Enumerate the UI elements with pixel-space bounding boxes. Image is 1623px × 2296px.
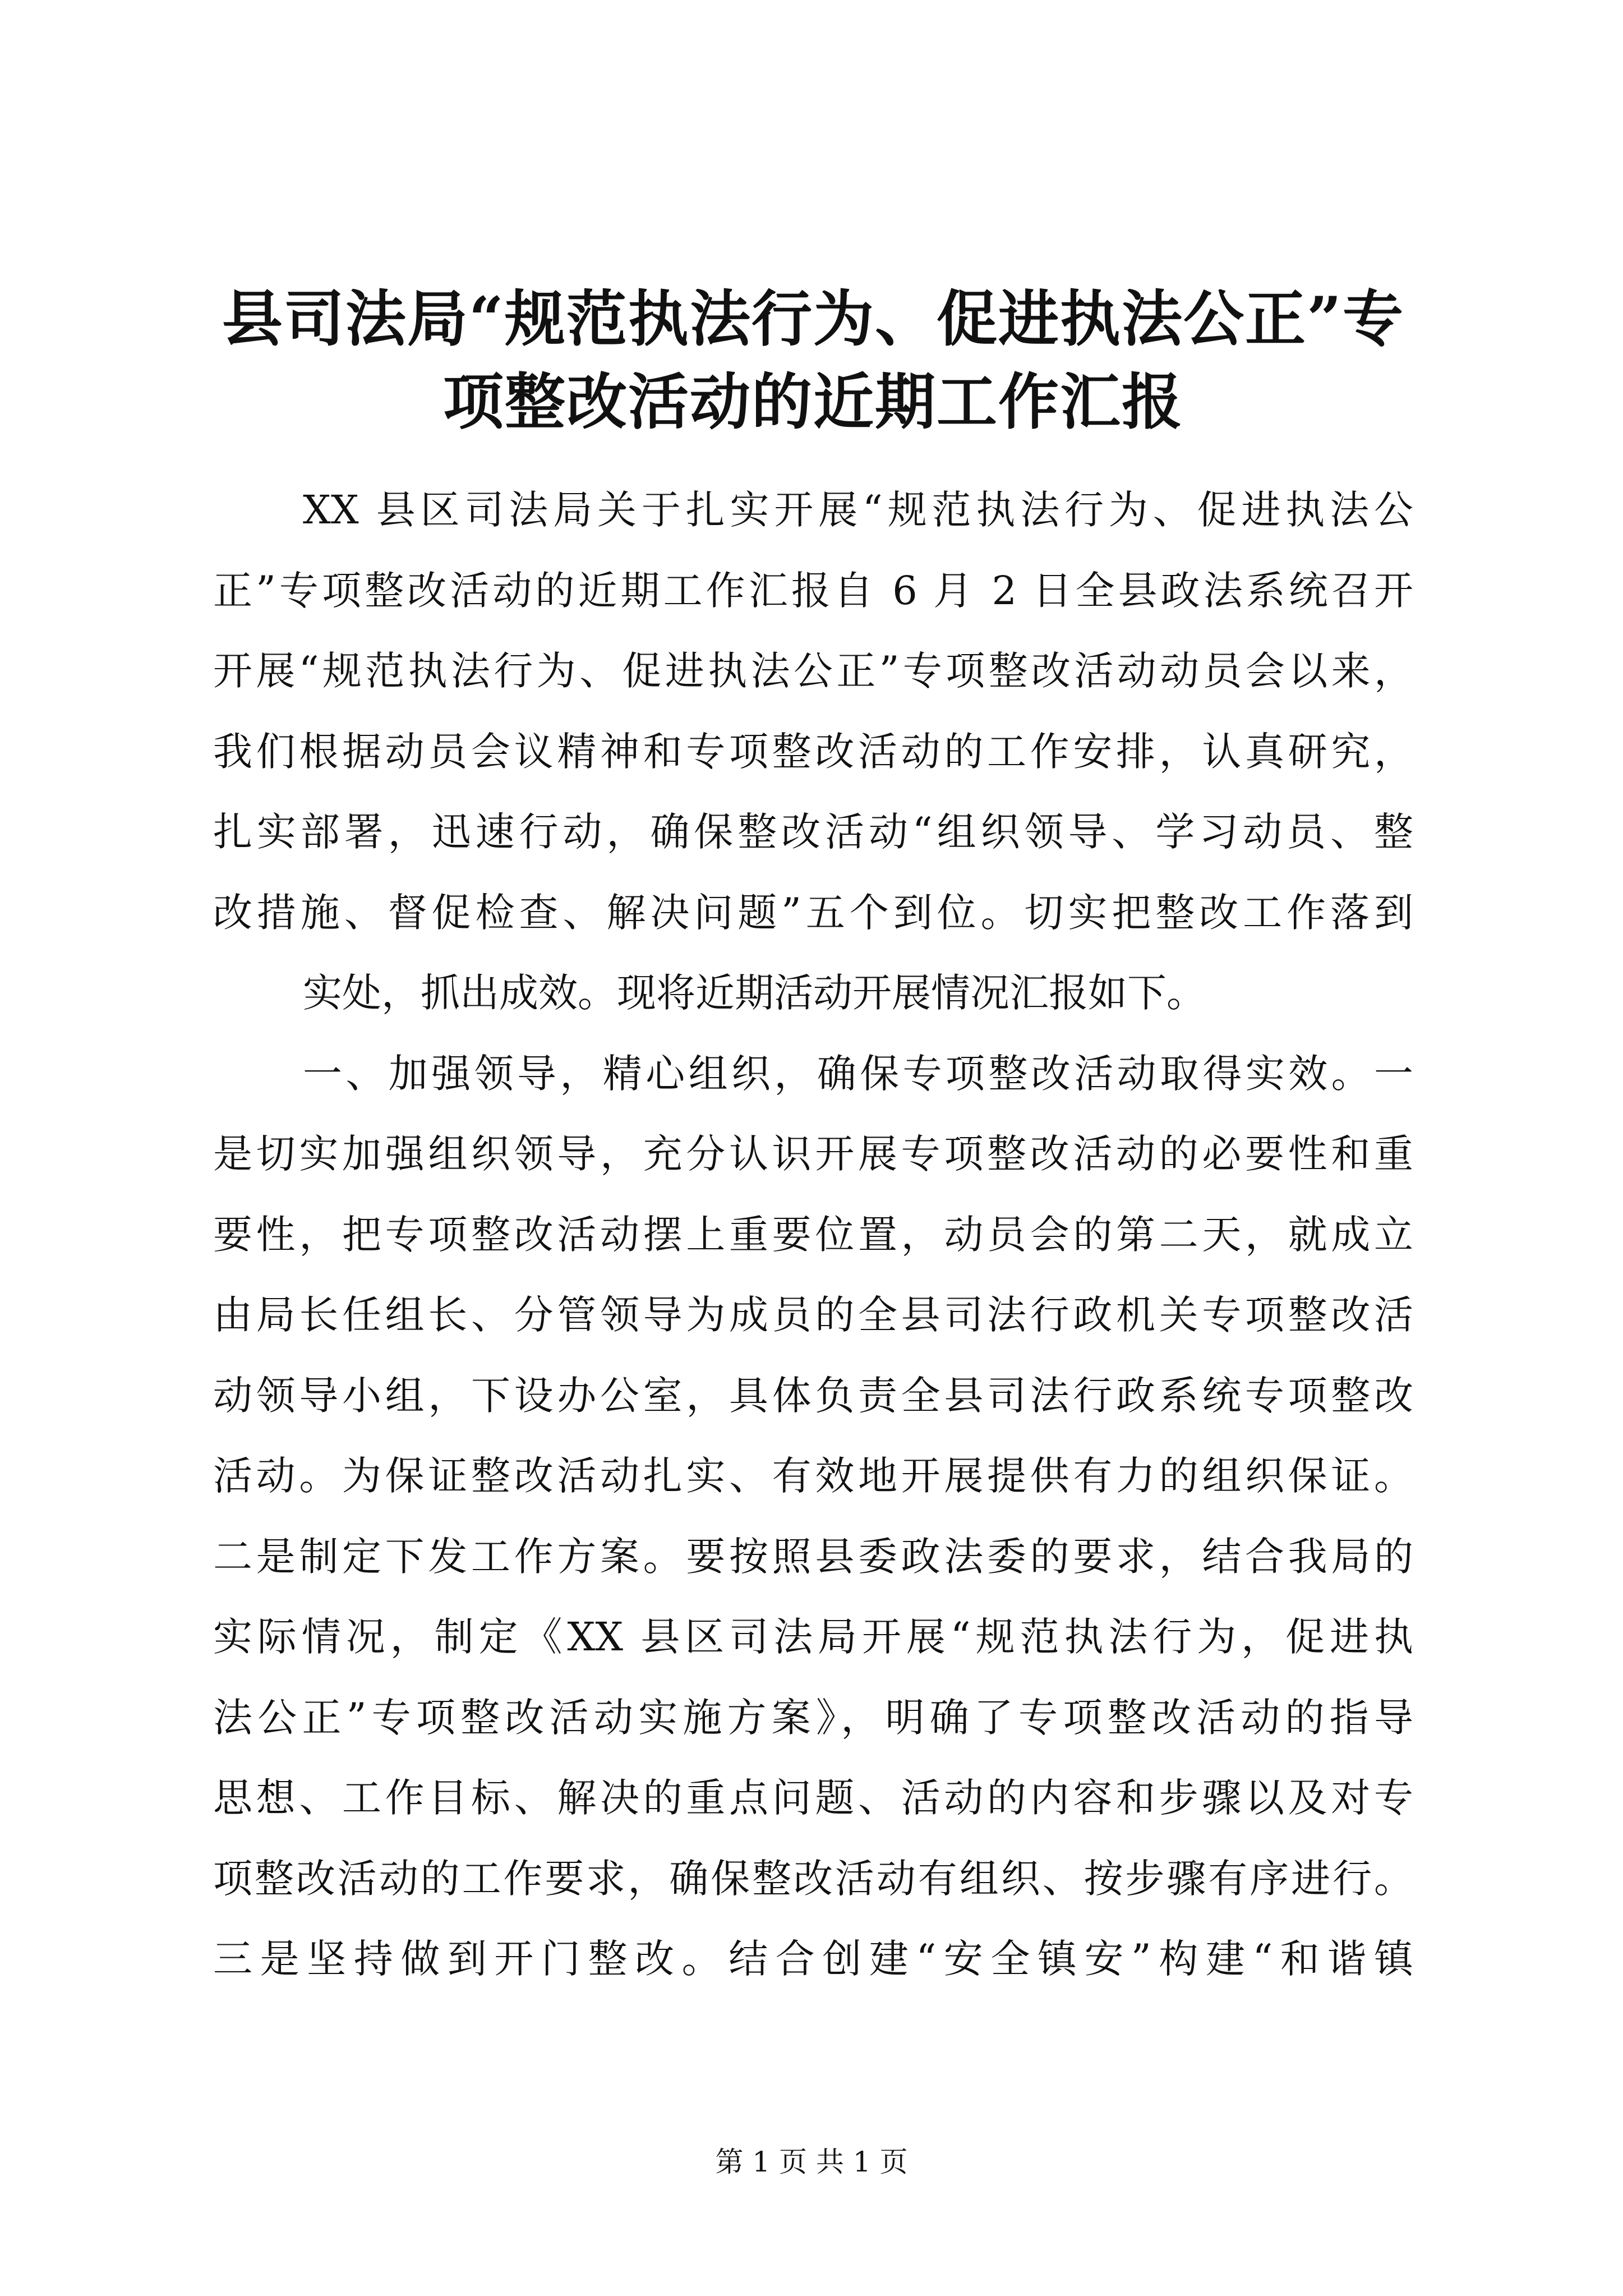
document-title [213,278,1413,444]
body-line: 我们根据动员会议精神和专项整改活动的工作安排，认真研究， [213,728,1413,775]
body-line: 正”专项整改活动的近期工作汇报自 6 月 2 日全县政法系统召开 [213,567,1413,614]
title-line-2: 项整改活动的近期工作汇报 [442,367,1183,438]
body-line: 实际情况，制定《XX 县区司法局开展“规范执法行为，促进执 [213,1614,1413,1660]
document-body [213,470,1413,2000]
body-line: 开展“规范执法行为、促进执法公正”专项整改活动动员会以来， [213,648,1413,694]
page-footer: 第 1 页 共 1 页 [715,2146,908,2178]
body-line: 二是制定下发工作方案。要按照县委政法委的要求，结合我局的 [213,1533,1413,1580]
body-line: 活动。为保证整改活动扎实、有效地开展提供有力的组织保证。 [213,1453,1413,1499]
body-line: 项整改活动的工作要求，确保整改活动有组织、按步骤有序进行。 [213,1855,1413,1902]
body-line: 扎实部署，迅速行动，确保整改活动“组织领导、学习动员、整 [213,809,1413,855]
body-line: 实处，抓出成效。现将近期活动开展情况汇报如下。 [303,970,1206,1016]
body-line: 是切实加强组织领导，充分认识开展专项整改活动的必要性和重 [213,1131,1413,1177]
body-line: 一、加强领导，精心组织，确保专项整改活动取得实效。一 [303,1050,1413,1097]
body-line: 由局长任组长、分管领导为成员的全县司法行政机关专项整改活 [213,1292,1413,1338]
body-line: XX 县区司法局关于扎实开展“规范执法行为、促进执法公 [303,487,1413,533]
body-line: 法公正”专项整改活动实施方案》，明确了专项整改活动的指导 [213,1694,1413,1741]
body-line: 要性，把专项整改活动摆上重要位置，动员会的第二天，就成立 [213,1211,1413,1258]
body-line: 动领导小组，下设办公室，具体负责全县司法行政系统专项整改 [213,1372,1413,1419]
body-line: 思想、工作目标、解决的重点问题、活动的内容和步骤以及对专 [213,1775,1413,1821]
body-line: 三是坚持做到开门整改。结合创建“安全镇安”构建“和谐镇 [213,1936,1413,1982]
body-line: 改措施、督促检查、解决问题”五个到位。切实把整改工作落到 [213,889,1413,936]
title-line-1: 县司法局“规范执法行为、促进执法公正”专 [222,284,1405,355]
